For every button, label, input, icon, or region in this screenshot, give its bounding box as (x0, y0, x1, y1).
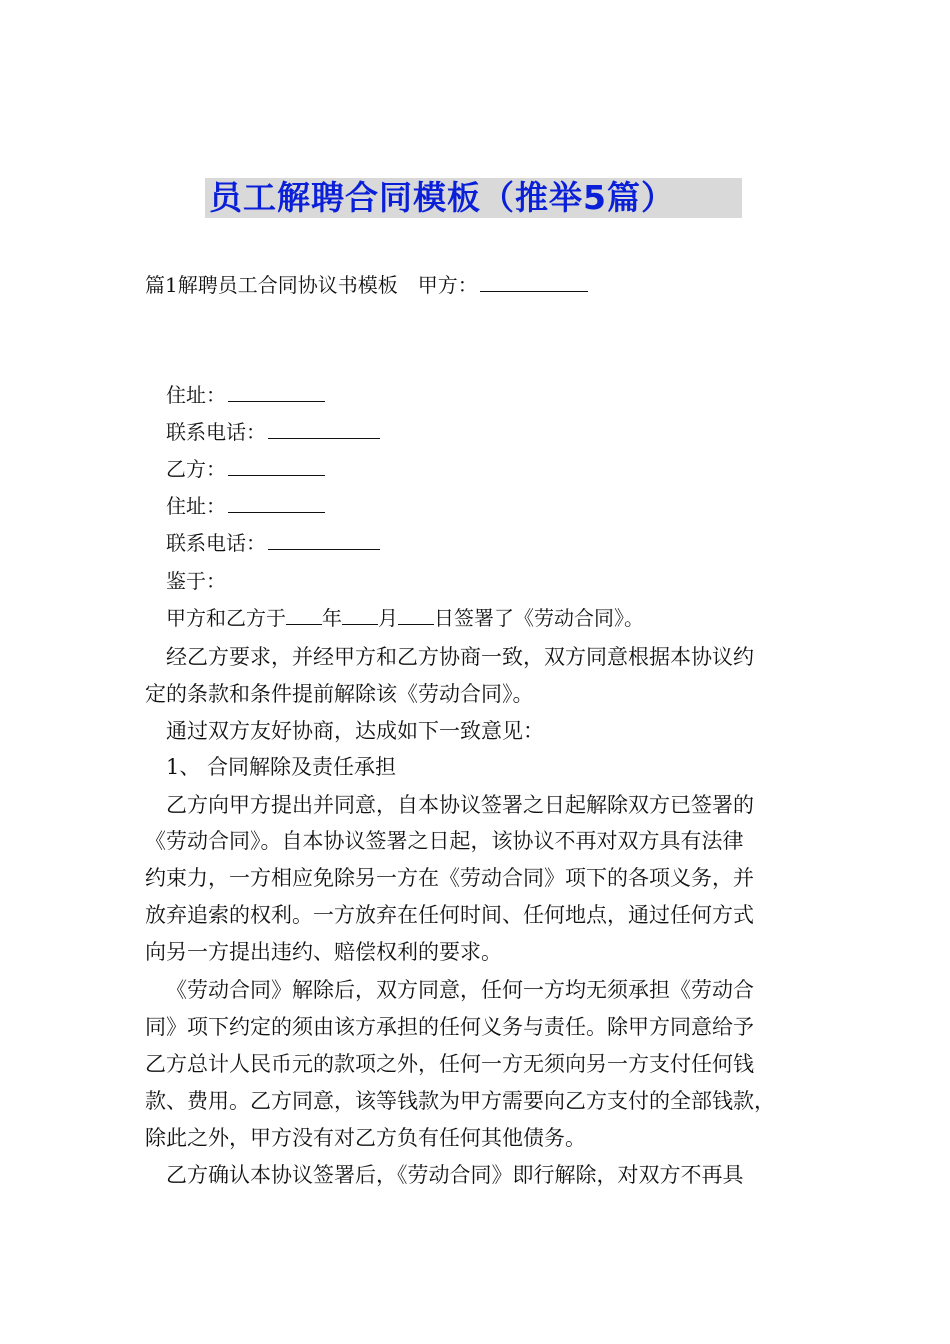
body-line: 乙方确认本协议签署后，《劳动合同》即行解除，对双方不再具 (166, 1163, 744, 1187)
sign-suffix: 日签署了《劳动合同》。 (434, 606, 644, 630)
sign-year: 年 (322, 606, 342, 630)
subtitle-line (145, 270, 588, 300)
sign-prefix: 甲方和乙方于 (166, 606, 286, 630)
field-blank (228, 494, 325, 513)
body-line: 乙方向甲方提出并同意，自本协议签署之日起解除双方已签署的 (166, 793, 754, 817)
party-a-blank (480, 273, 588, 292)
sign-month: 月 (378, 606, 398, 630)
body-line: 通过双方友好协商，达成如下一致意见： (166, 719, 544, 743)
title-block (205, 178, 742, 218)
field-label: 住址： (166, 383, 226, 407)
field-address-b (166, 491, 325, 521)
body-line: 定的条款和条件提前解除该《劳动合同》。 (145, 682, 534, 706)
body-line: 乙方总计人民币元的款项之外，任何一方无须向另一方支付任何钱 (145, 1052, 754, 1076)
field-label: 联系电话： (166, 420, 266, 444)
field-label: 联系电话： (166, 531, 266, 555)
field-label: 住址： (166, 494, 226, 518)
sign-date-line (166, 603, 644, 633)
body-line: 经乙方要求，并经甲方和乙方协商一致，双方同意根据本协议约 (166, 645, 754, 669)
section-heading: 1、 合同解除及责任承担 (166, 755, 397, 779)
body-line: 向另一方提出违约、赔偿权利的要求。 (145, 940, 502, 964)
day-blank (398, 606, 434, 625)
body-line: 约束力，一方相应免除另一方在《劳动合同》项下的各项义务，并 (145, 866, 754, 890)
field-blank (228, 383, 325, 402)
body-line: 同》项下约定的须由该方承担的任何义务与责任。除甲方同意给予 (145, 1015, 754, 1039)
subtitle-text: 篇1解聘员工合同协议书模板 甲方： (145, 273, 478, 297)
body-line: 《劳动合同》解除后，双方同意，任何一方均无须承担《劳动合 (166, 978, 754, 1002)
field-blank (228, 457, 325, 476)
body-line: 除此之外，甲方没有对乙方负有任何其他债务。 (145, 1126, 586, 1150)
body-line: 《劳动合同》。自本协议签署之日起，该协议不再对双方具有法律 (145, 829, 744, 853)
field-blank (268, 531, 380, 550)
field-blank (268, 420, 380, 439)
body-line: 款、费用。乙方同意，该等钱款为甲方需要向乙方支付的全部钱款， (145, 1089, 775, 1113)
field-phone-a (166, 417, 380, 447)
document-title: 员工解聘合同模板（推举5篇） (209, 178, 675, 217)
field-label: 乙方： (166, 457, 226, 481)
month-blank (342, 606, 378, 625)
field-address-a (166, 380, 325, 410)
field-party-b (166, 454, 325, 484)
field-phone-b (166, 528, 380, 558)
body-line: 放弃追索的权利。一方放弃在任何时间、任何地点，通过任何方式 (145, 903, 754, 927)
year-blank (286, 606, 322, 625)
jianyu-label: 鉴于： (166, 569, 226, 593)
